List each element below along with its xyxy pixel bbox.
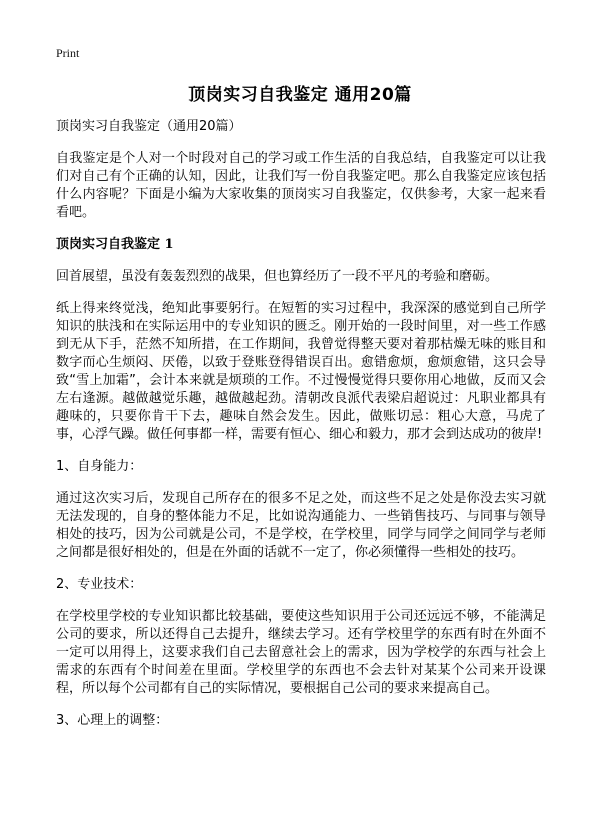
- paragraph: 在学校里学校的专业知识都比较基础，要使这些知识用于公司还远远不够，不能满足公司的要求，所以还得自己去提升，继续去学习。还有学校里学的东西有时在外面不一定可以用得上，这要求我们自己去留意社会上的需求，因为学校学的东西与社会上需求的东西有个时间差在里面。学校里学的东西也不会去针对某某个公司来开设课程，所以每个公司都有自己的实际情况，要根据自己公司的要求来提高自己。: [56, 609, 546, 696]
- paragraph: 通过这次实习后，发现自己所存在的很多不足之处，而这些不足之处是你没去实习就无法发现的，自身的整体能力不足，比如说沟通能力、一些销售技巧、与同事与领导相处的技巧，因为公司就是公司，不是学校，在学校里，同学与同学之间同学与老师之间都是很好相处的，但是在外面的话就不一定了，你必须懂得一些相处的技巧。: [56, 491, 546, 560]
- document-body: [56, 118, 546, 744]
- item-heading: 2、专业技术：: [56, 577, 143, 592]
- document-title: 顶岗实习自我鉴定 通用20篇: [188, 85, 412, 105]
- print-link[interactable]: Print: [56, 46, 80, 60]
- paragraph: 纸上得来终觉浅，绝知此事要躬行。在短暂的实习过程中，我深深的感觉到自己所学知识的肤浅和在实际运用中的专业知识的匮乏。刚开始的一段时间里，对一些工作感到无从下手，茫然不知所措，在工作期间，我曾觉得整天要对着那枯燥无味的账目和数字而心生烦闷、厌倦，以致于登账登得错误百出。愈错愈烦，愈烦愈错，这只会导致“雪上加霜”，会计本来就是烦琐的工作。不过慢慢觉得只要你用心地做，反而又会左右逢源。越做越觉乐趣，越做越起劲。清朝改良派代表梁启超说过：凡职业都具有趣味的，只要你肯干下去，趣味自然会发生。因此，做账切忌：粗心大意，马虎了事，心浮气躁。做任何事都一样，需要有恒心、细心和毅力，那才会到达成功的彼岸!: [56, 301, 546, 442]
- document-subtitle: 顶岗实习自我鉴定（通用20篇）: [56, 119, 242, 134]
- item-heading: 1、自身能力：: [56, 459, 143, 474]
- item-heading: 3、心理上的调整：: [56, 713, 169, 728]
- intro-paragraph: 自我鉴定是个人对一个时段对自己的学习或工作生活的自我总结，自我鉴定可以让我们对自己有个正确的认知，因此，让我们写一份自我鉴定吧。那么自我鉴定应该包括什么内容呢？下面是小编为大家收集的顶岗实习自我鉴定，仅供参考，大家一起来看看吧。: [56, 151, 546, 220]
- paragraph: 回首展望，虽没有轰轰烈烈的战果，但也算经历了一段不平凡的考验和磨砺。: [56, 269, 499, 284]
- section-heading: 顶岗实习自我鉴定 1: [56, 237, 174, 252]
